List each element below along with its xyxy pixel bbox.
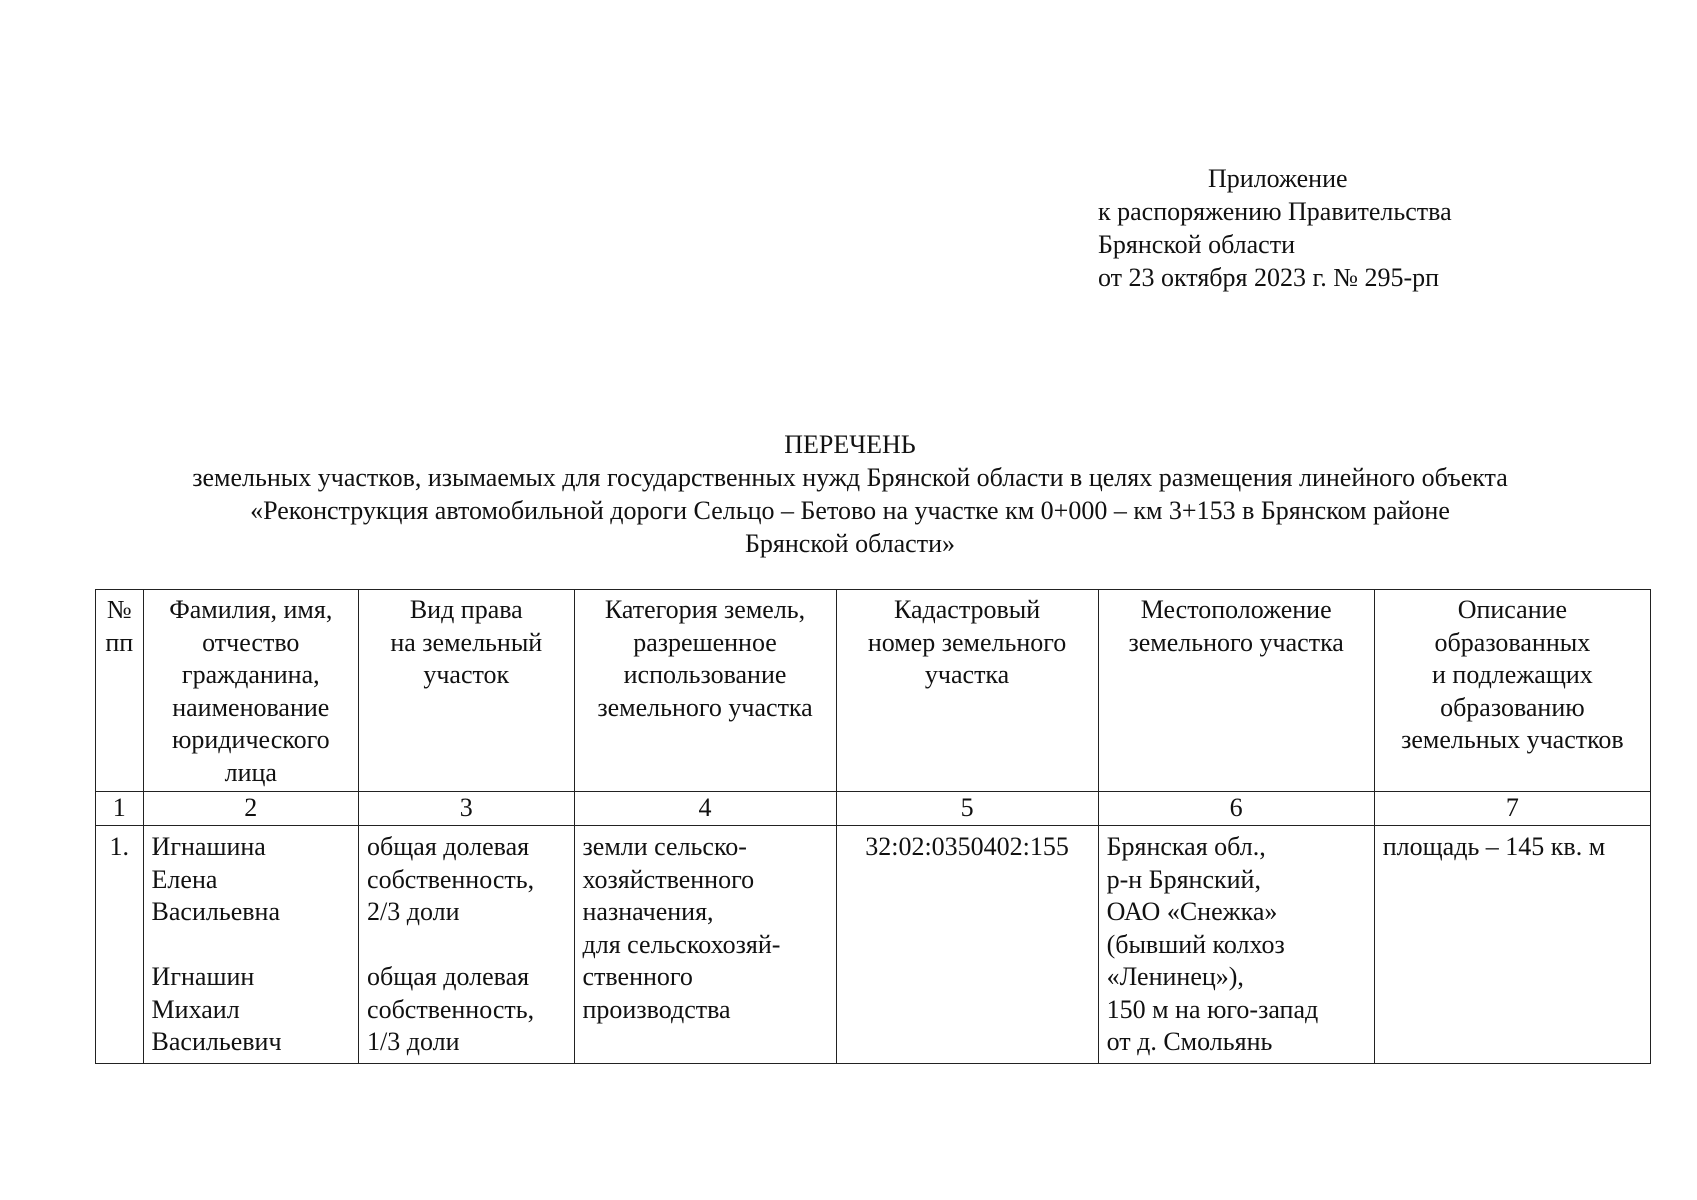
right-text: 1/3 доли: [367, 1027, 460, 1056]
heading-line: «Реконструкция автомобильной дороги Сельцо – Бетово на участке км 0+000 – км 3+153 в Брянском районе: [250, 496, 1450, 525]
land-plots-table: [95, 589, 1651, 1064]
owner-names-cell: [143, 826, 358, 1064]
owner-name: Михаил: [151, 994, 240, 1024]
description-cell: площадь – 145 кв. м: [1374, 826, 1650, 1064]
column-number: 7: [1374, 792, 1650, 826]
heading-line: земельных участков, изымаемых для государственных нужд Брянской области в целях размещения линейного объекта: [192, 463, 1508, 492]
owner-name: Игнашин: [151, 962, 255, 991]
column-number: 1: [96, 792, 144, 826]
appendix-date-number: от 23 октября 2023 г. № 295-рп: [1098, 263, 1440, 292]
appendix-line: к распоряжению Правительства: [1098, 197, 1452, 226]
right-text: общая долевая: [367, 962, 530, 991]
owner-name: Игнашина: [151, 832, 266, 861]
header-cell-name: Фамилия, имя, отчество гражданина, наименование юридического лица: [143, 590, 358, 792]
appendix-line: Брянской области: [1098, 230, 1295, 259]
heading-line: Брянской области»: [745, 529, 955, 558]
column-number: 3: [359, 792, 574, 826]
appendix-title: Приложение: [1208, 164, 1348, 193]
rights-cell: [359, 826, 574, 1064]
column-number: 6: [1098, 792, 1374, 826]
location-cell: Брянская обл., р-н Брянский, ОАО «Снежка» (бывший колхоз «Ленинец»), 150 м на юго-запад от д. Смольянь: [1098, 826, 1374, 1064]
column-number: 4: [574, 792, 836, 826]
header-cell-number: № пп: [96, 590, 144, 792]
row-number: 1.: [96, 826, 144, 1064]
right-text: собственность,: [367, 864, 535, 894]
header-cell-category: Категория земель, разрешенное использование земельного участка: [574, 590, 836, 792]
table-header-row: [96, 590, 1651, 792]
right-text: 2/3 доли: [367, 897, 460, 926]
column-number: 5: [836, 792, 1098, 826]
heading-title: ПЕРЕЧЕНЬ: [784, 430, 916, 459]
right-text: собственность,: [367, 994, 535, 1024]
header-cell-description: Описание образованных и подлежащих образованию земельных участков: [1374, 590, 1650, 792]
column-number: 2: [143, 792, 358, 826]
header-cell-right: Вид права на земельный участок: [359, 590, 574, 792]
appendix-block: [1098, 162, 1452, 294]
right-text: общая долевая: [367, 832, 530, 861]
cadastral-number-cell: 32:02:0350402:155: [836, 826, 1098, 1064]
document-heading: [100, 428, 1600, 560]
header-cell-location: Местоположение земельного участка: [1098, 590, 1374, 792]
table-row: [96, 826, 1651, 1064]
owner-name: Васильевич: [151, 1027, 282, 1056]
owner-name: Васильевна: [151, 897, 280, 926]
header-cell-cadastral: Кадастровый номер земельного участка: [836, 590, 1098, 792]
owner-name: Елена: [151, 864, 218, 894]
category-cell: земли сельско- хозяйственного назначения, для сельскохозяй- ственного производства: [574, 826, 836, 1064]
column-number-row: [96, 792, 1651, 826]
